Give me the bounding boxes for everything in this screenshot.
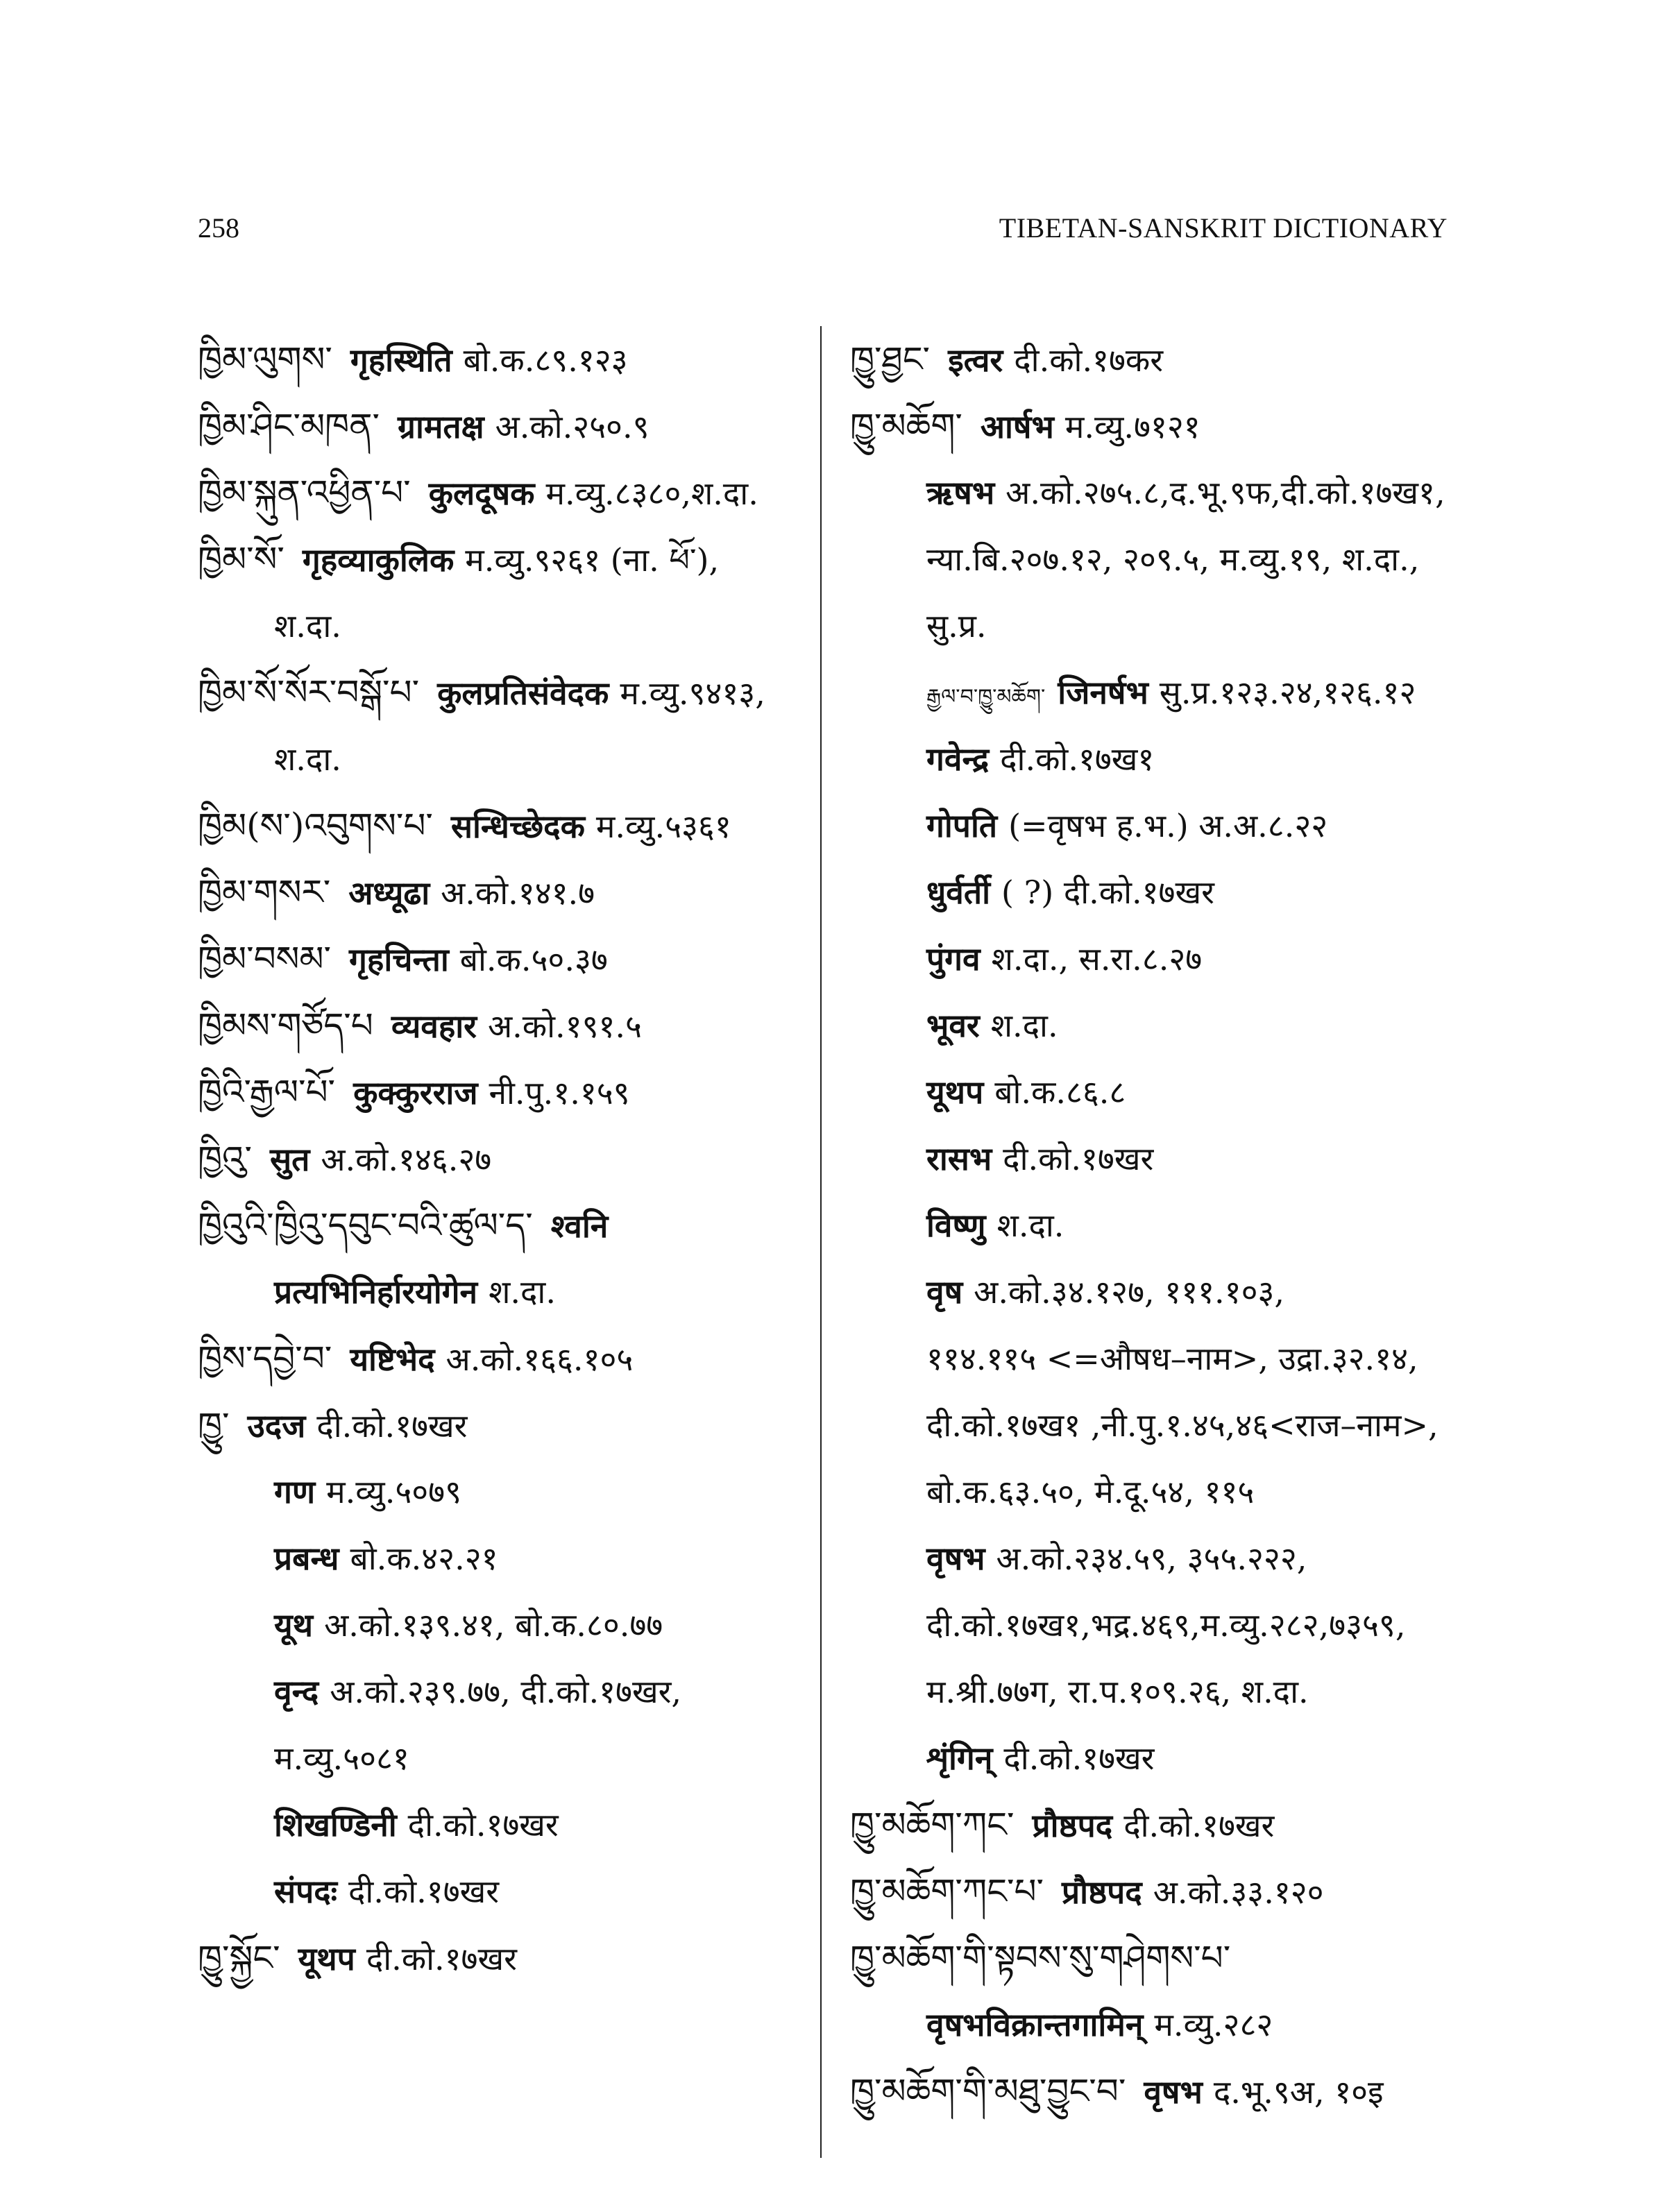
dictionary-line [850,726,1461,792]
dictionary-line [198,1925,808,1991]
source-reference: ११४.११५ <=औषध–नाम>, उद्रा.३२.१४, [926,1340,1418,1377]
source-reference: दी.को.१७ख१,भद्र.४६९,म.व्यु.२८२,७३५९, [926,1606,1406,1644]
tibetan-headword: ཁྱུ་མཆོག་ཀང་པ་ [850,1871,1044,1912]
dictionary-line [850,1458,1461,1525]
source-reference: म.व्यु.५०७९ [326,1473,462,1511]
sanskrit-equivalent: इत्वर [948,341,1003,379]
column-divider [820,326,822,2158]
left-column [198,326,808,1991]
dictionary-line [850,2058,1461,2125]
dictionary-line [850,992,1461,1059]
source-reference: श.दा. [990,1007,1058,1044]
dictionary-line [850,1392,1461,1458]
source-reference: अ.को.१४१.७ [441,874,595,912]
sanskrit-equivalent: शिखण्डिनी [274,1806,397,1844]
dictionary-line [198,1658,808,1725]
right-column [850,326,1461,2125]
dictionary-line [850,859,1461,926]
tibetan-headword: ཁྱིམ་གསར་ [198,872,331,912]
dictionary-line [198,393,808,459]
dictionary-line [850,1525,1461,1592]
source-reference: श.दा. [996,1207,1064,1244]
dictionary-line [850,326,1461,393]
dictionary-line [198,1525,808,1592]
dictionary-line [850,393,1461,459]
source-reference: अ.को.१६६.१०५ [446,1341,634,1378]
dictionary-line [198,726,808,792]
source-reference: सु.प्र. [926,607,987,645]
source-reference: म.व्यु.५३६१ [595,808,731,845]
dictionary-line [198,1325,808,1392]
source-reference: अ.को.१३९.४१, बो.क.८०.७७ [324,1606,663,1644]
source-reference: दी.को.१७ख१ ,नी.पु.१.४५,४६<राज–नाम>, [926,1406,1439,1444]
dictionary-line [198,659,808,726]
sanskrit-equivalent: गोपति [926,807,998,844]
source-reference: न्या.बि.२०७.१२, २०९.५, म.व्यु.१९, श.दा., [926,541,1420,578]
dictionary-line [850,1725,1461,1792]
sanskrit-equivalent: यष्टिभेद [350,1341,435,1378]
source-reference: अ.को.१९१.५ [488,1007,642,1045]
sanskrit-equivalent: प्रौष्ठपद [1032,1807,1113,1844]
tibetan-headword: ཁྱུ་མཆོག་གི་མཐུ་བྱུང་བ་ [850,2071,1126,2111]
sanskrit-equivalent: उदज [247,1407,306,1445]
source-reference: (=वृषभ ह.भ.) अ.अ.८.२२ [1008,807,1328,844]
source-reference: दी.को.१७खर [1003,1739,1155,1777]
source-reference: म.व्यु.९४१३, [620,674,765,712]
tibetan-compound: རྒྱལ་བ་ཁྱུ་མཆོག་ [926,685,1046,709]
dictionary-line [850,1325,1461,1392]
tibetan-headword: ཁྱུ་ [198,1405,230,1445]
sanskrit-equivalent: सुत [270,1141,310,1178]
sanskrit-equivalent: ग्रामतक्ष [398,408,484,445]
sanskrit-equivalent: रासभ [926,1140,992,1177]
source-reference: दी.को.१७खर [366,1940,517,1977]
sanskrit-equivalent: प्रबन्ध [274,1540,339,1577]
dictionary-line [198,1125,808,1192]
source-reference: दी.को.१७खर [407,1806,559,1844]
sanskrit-equivalent: प्रत्यभिनिर्हारयोगेन [274,1273,478,1311]
source-reference: अ.को.२३४.५९, ३५५.२२२, [996,1540,1307,1577]
dictionary-line [198,1458,808,1525]
sanskrit-equivalent: कुक्कुरराज [353,1074,478,1112]
tibetan-headword: ཁྱུ་མཆོག་ [850,406,962,446]
dictionary-line [198,792,808,859]
source-reference: श.दा. [489,1273,556,1311]
source-reference: नी.पु.१.१५९ [489,1074,630,1112]
dictionary-line [850,459,1461,526]
source-reference: बो.क.८६.८ [994,1073,1126,1111]
sanskrit-equivalent: गृहचिन्ता [349,941,449,978]
sanskrit-equivalent: गण [274,1473,316,1511]
source-reference: म.व्यु.८३८०,श.दा. [545,475,758,512]
dictionary-line [850,1858,1461,1925]
tibetan-headword: ཁྱིའི་རྒྱལ་པོ་ [198,1072,336,1112]
source-reference: म.व्यु.९२६१ (ना. ཕོ་), [465,541,720,579]
dictionary-line [198,1259,808,1325]
dictionary-line [850,1192,1461,1259]
sanskrit-equivalent: धुर्वर्ती [926,874,991,911]
dictionary-line [850,1792,1461,1858]
tibetan-headword: ཁྱིམ་ཤིང་མཁན་ [198,406,380,446]
source-reference: श.दा., स.रा.८.२७ [991,940,1203,978]
dictionary-line [850,1991,1461,2058]
dictionary-line [198,459,808,526]
tibetan-headword: ཁྱུ་མཆོག་ཀང་ [850,1805,1015,1845]
source-reference: बो.क.५०.३७ [459,941,608,978]
dictionary-line [850,1259,1461,1325]
source-reference: दी.को.१७कर [1014,341,1164,379]
dictionary-line [198,526,808,593]
sanskrit-equivalent: श्वनि [550,1207,609,1245]
dictionary-line [850,1125,1461,1192]
sanskrit-equivalent: गृहस्थिति [350,341,452,379]
sanskrit-equivalent: व्यवहार [391,1007,477,1045]
source-reference: अ.को.२५०.९ [495,408,650,445]
page-number: 258 [198,212,239,244]
source-reference: म.व्यु.७१२१ [1064,408,1200,445]
dictionary-line [850,1592,1461,1658]
running-title: TIBETAN-SANSKRIT DICTIONARY [999,212,1448,244]
dictionary-line [850,1925,1461,1991]
tibetan-headword: ཁྱིམ་བསམ་ [198,939,331,979]
tibetan-headword: ཁྱིམ(ས་)འབུགས་པ་ [198,806,433,846]
tibetan-headword: ཁྱུ་མཆོག་གི་སྟབས་སུ་གཤེགས་པ་ [850,1938,1231,1978]
sanskrit-equivalent: वृष [926,1273,963,1311]
sanskrit-equivalent: गृहव्याकुलिक [302,541,455,579]
sanskrit-equivalent: यूथप [298,1940,355,1977]
dictionary-line [198,1392,808,1458]
sanskrit-equivalent: कुलप्रतिसंवेदक [437,674,609,712]
dictionary-line [198,992,808,1059]
source-reference: अ.को.२७५.८,द.भू.९फ,दी.को.१७ख१, [1006,474,1445,511]
sanskrit-equivalent: वृन्द [274,1673,319,1710]
tibetan-headword: ཁྱིམ་སྐུན་འཕྱིན་པ་ [198,473,411,513]
dictionary-line [198,1192,808,1259]
source-reference: अ.को.३३.१२० [1153,1873,1324,1911]
dictionary-line [198,1858,808,1925]
source-reference: दी.को.१७खर [1003,1140,1154,1177]
dictionary-line [850,926,1461,992]
sanskrit-equivalent: सन्धिच्छेदक [450,808,585,845]
sanskrit-equivalent: विष्णु [926,1207,986,1244]
sanskrit-equivalent: पुंगव [926,940,981,978]
sanskrit-equivalent: ऋषभ [926,474,995,511]
dictionary-line [198,1592,808,1658]
dictionary-line [198,1059,808,1125]
tibetan-headword: ཁྱིམས་གཙོད་པ [198,1005,373,1046]
sanskrit-equivalent: वृषभ [1144,2073,1203,2111]
source-reference: दी.को.१७ख१ [1000,740,1155,778]
tibetan-headword: ཁྱིའུ་ [198,1139,252,1179]
sanskrit-equivalent: संपदः [274,1873,337,1910]
tibetan-headword: ཁྱིའུའི་ཁྱིའུ་དབུང་བའི་ཚུལ་ད་ [198,1205,533,1245]
source-reference: सु.प्र.१२३.२४,१२६.१२ [1159,674,1416,711]
source-reference: अ.को.३४.१२७, १११.१०३, [974,1273,1285,1311]
dictionary-line [850,593,1461,659]
source-reference: ( ?) दी.को.१७खर [1001,874,1214,911]
dictionary-line [198,1792,808,1858]
dictionary-line [850,659,1461,726]
tibetan-headword: ཁྱུ་སྐྱོང་ [198,1938,280,1978]
source-reference: म.व्यु.२८२ [1154,2006,1273,2043]
source-reference: अ.को.१४६.२७ [321,1141,492,1178]
tibetan-headword: ཁྱིམ་སོ་ [198,539,285,579]
source-reference: श.दा. [274,740,341,778]
sanskrit-equivalent: कुलदूषक [428,475,535,512]
sanskrit-equivalent: वृषभ [926,1540,985,1577]
dictionary-line [850,1059,1461,1125]
tibetan-headword: ཁྱིས་དབྱེ་བ་ [198,1338,332,1379]
dictionary-line [198,926,808,992]
tibetan-headword: ཁྱིམ་སོ་སོར་བསྒོ་པ་ [198,672,420,713]
source-reference: बो.क.६३.५०, मे.दू.५४, ११५ [926,1473,1255,1511]
sanskrit-equivalent: प्रौष्ठपद [1062,1873,1142,1911]
source-reference: दी.को.१७खर [1123,1807,1275,1844]
dictionary-line [850,792,1461,859]
source-reference: दी.को.१७खर [348,1873,500,1910]
sanskrit-equivalent: अध्यूढा [348,874,430,912]
tibetan-headword: ཁྱུ་ཐྱང་ [850,339,931,380]
sanskrit-equivalent: यूथ [274,1606,314,1644]
source-reference: अ.को.२३९.७७, दी.को.१७खर, [330,1673,682,1710]
sanskrit-equivalent: यूथप [926,1073,984,1111]
source-reference: श.दा. [274,607,341,645]
sanskrit-equivalent: शृंगिन् [926,1739,993,1777]
sanskrit-equivalent: वृषभविक्रान्तगामिन् [926,2006,1144,2043]
source-reference: द.भू.९अ, १०इ [1213,2073,1384,2111]
tibetan-headword: ཁྱིམ་ལུགས་ [198,339,332,380]
dictionary-line [198,1725,808,1792]
source-reference: बो.क.८९.१२३ [463,341,628,379]
dictionary-line [850,1658,1461,1725]
sanskrit-equivalent: जिनर्षभ [1058,674,1148,711]
source-reference: म.व्यु.५०८१ [274,1739,409,1777]
sanskrit-equivalent: भूवर [926,1007,980,1044]
sanskrit-equivalent: आर्षभ [980,408,1054,445]
dictionary-line [198,593,808,659]
source-reference: बो.क.४२.२१ [350,1540,498,1577]
sanskrit-equivalent: गवेन्द्र [926,740,990,778]
dictionary-line [198,326,808,393]
source-reference: दी.को.१७खर [316,1407,468,1445]
dictionary-line [198,859,808,926]
source-reference: म.श्री.७७ग, रा.प.१०९.२६, श.दा. [926,1673,1309,1710]
dictionary-line [850,526,1461,593]
